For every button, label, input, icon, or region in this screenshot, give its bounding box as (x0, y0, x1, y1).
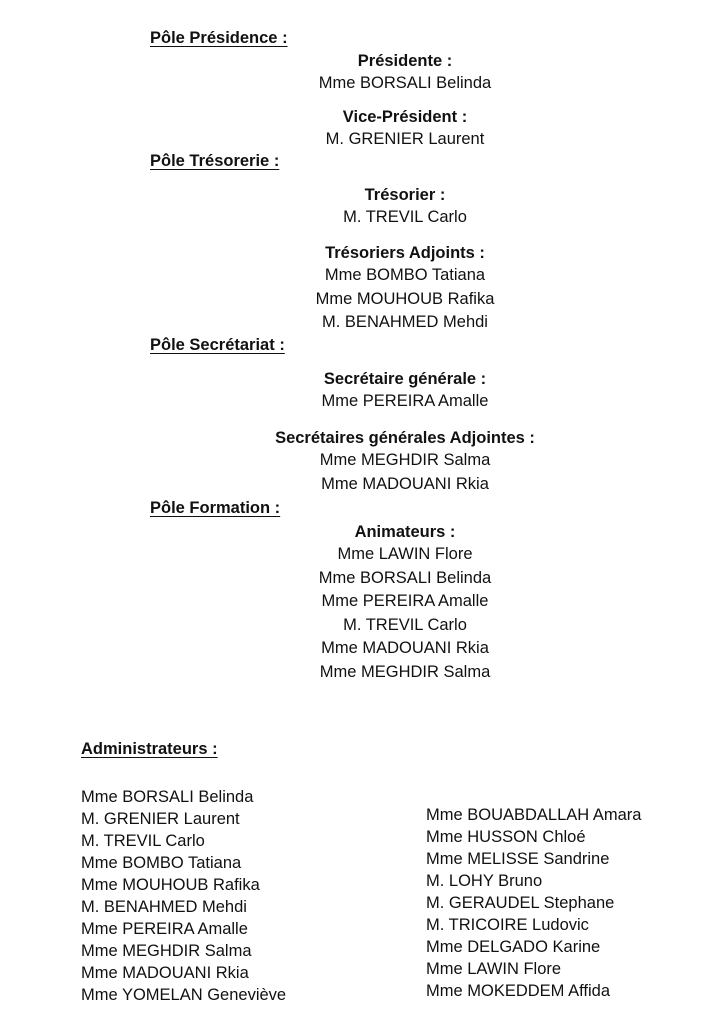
role-person: M. BENAHMED Mehdi (322, 313, 488, 331)
role-person: Mme BOMBO Tatiana (324, 266, 486, 284)
pole-heading-secretariat: Pôle Secrétariat : (150, 336, 285, 354)
role-tresorier (0, 184, 724, 230)
role-animateurs (0, 521, 724, 684)
administrator-item: Mme MADOUANI Rkia (81, 964, 249, 982)
administrator-item: Mme BORSALI Belinda (81, 788, 254, 806)
role-person: Mme MADOUANI Rkia (321, 474, 489, 493)
administrator-item: M. GRENIER Laurent (81, 810, 240, 828)
administrator-item: M. BENAHMED Mehdi (81, 898, 247, 916)
role-title: Présidente : (357, 52, 453, 70)
administrator-item: M. LOHY Bruno (426, 872, 543, 890)
role-secretaires-adjointes (0, 427, 724, 496)
pole-heading-formation: Pôle Formation : (150, 499, 281, 517)
administrator-item: Mme BOUABDALLAH Amara (426, 806, 642, 824)
pole-heading-presidence: Pôle Présidence : (150, 29, 288, 47)
role-person: Mme PEREIRA Amalle (321, 592, 489, 610)
administrator-item: Mme YOMELAN Geneviève (81, 986, 287, 1004)
administrator-item: Mme BOMBO Tatiana (81, 854, 242, 872)
role-title: Secrétaire générale : (323, 370, 487, 388)
role-person: Mme PEREIRA Amalle (321, 392, 489, 410)
role-vice-president (0, 106, 724, 152)
administrator-item: Mme DELGADO Karine (426, 938, 601, 956)
role-person: Mme LAWIN Flore (337, 545, 473, 563)
role-tresoriers-adjoints (0, 242, 724, 335)
administrator-item: Mme MOKEDDEM Affida (426, 982, 610, 1000)
administrator-item: M. TRICOIRE Ludovic (426, 916, 589, 934)
role-title: Vice-Président : (342, 108, 468, 126)
administrator-item: Mme MELISSE Sandrine (426, 850, 610, 868)
administrator-item: Mme PEREIRA Amalle (81, 920, 248, 938)
administrator-item: Mme HUSSON Chloé (426, 828, 586, 846)
role-person: Mme MEGHDIR Salma (319, 662, 491, 681)
role-secretaire-generale (0, 368, 724, 414)
role-presidente (0, 50, 724, 96)
administrator-item: Mme MEGHDIR Salma (81, 942, 252, 960)
role-title: Animateurs : (354, 523, 456, 541)
role-person: Mme MADOUANI Rkia (321, 639, 489, 657)
role-person: Mme MOUHOUB Rafika (315, 289, 495, 308)
administrators-heading: Administrateurs : (81, 740, 218, 758)
role-title: Trésorier : (364, 186, 446, 204)
administrator-item: Mme LAWIN Flore (426, 960, 562, 978)
role-person: Mme BORSALI Belinda (318, 568, 492, 587)
pole-heading-tresorerie: Pôle Trésorerie : (150, 152, 280, 170)
administrators-list-left (81, 786, 286, 1006)
administrator-item: Mme MOUHOUB Rafika (81, 876, 260, 894)
role-person: Mme BORSALI Belinda (318, 74, 492, 92)
role-person: M. TREVIL Carlo (343, 208, 467, 226)
administrators-list-right (426, 804, 641, 1002)
role-person: Mme MEGHDIR Salma (319, 451, 491, 469)
role-title: Secrétaires générales Adjointes : (275, 429, 535, 447)
role-title: Trésoriers Adjoints : (325, 244, 485, 262)
administrator-item: M. GERAUDEL Stephane (426, 894, 615, 912)
role-person: M. GRENIER Laurent (325, 130, 485, 148)
administrator-item: M. TREVIL Carlo (81, 832, 205, 850)
role-person: M. TREVIL Carlo (343, 615, 467, 634)
